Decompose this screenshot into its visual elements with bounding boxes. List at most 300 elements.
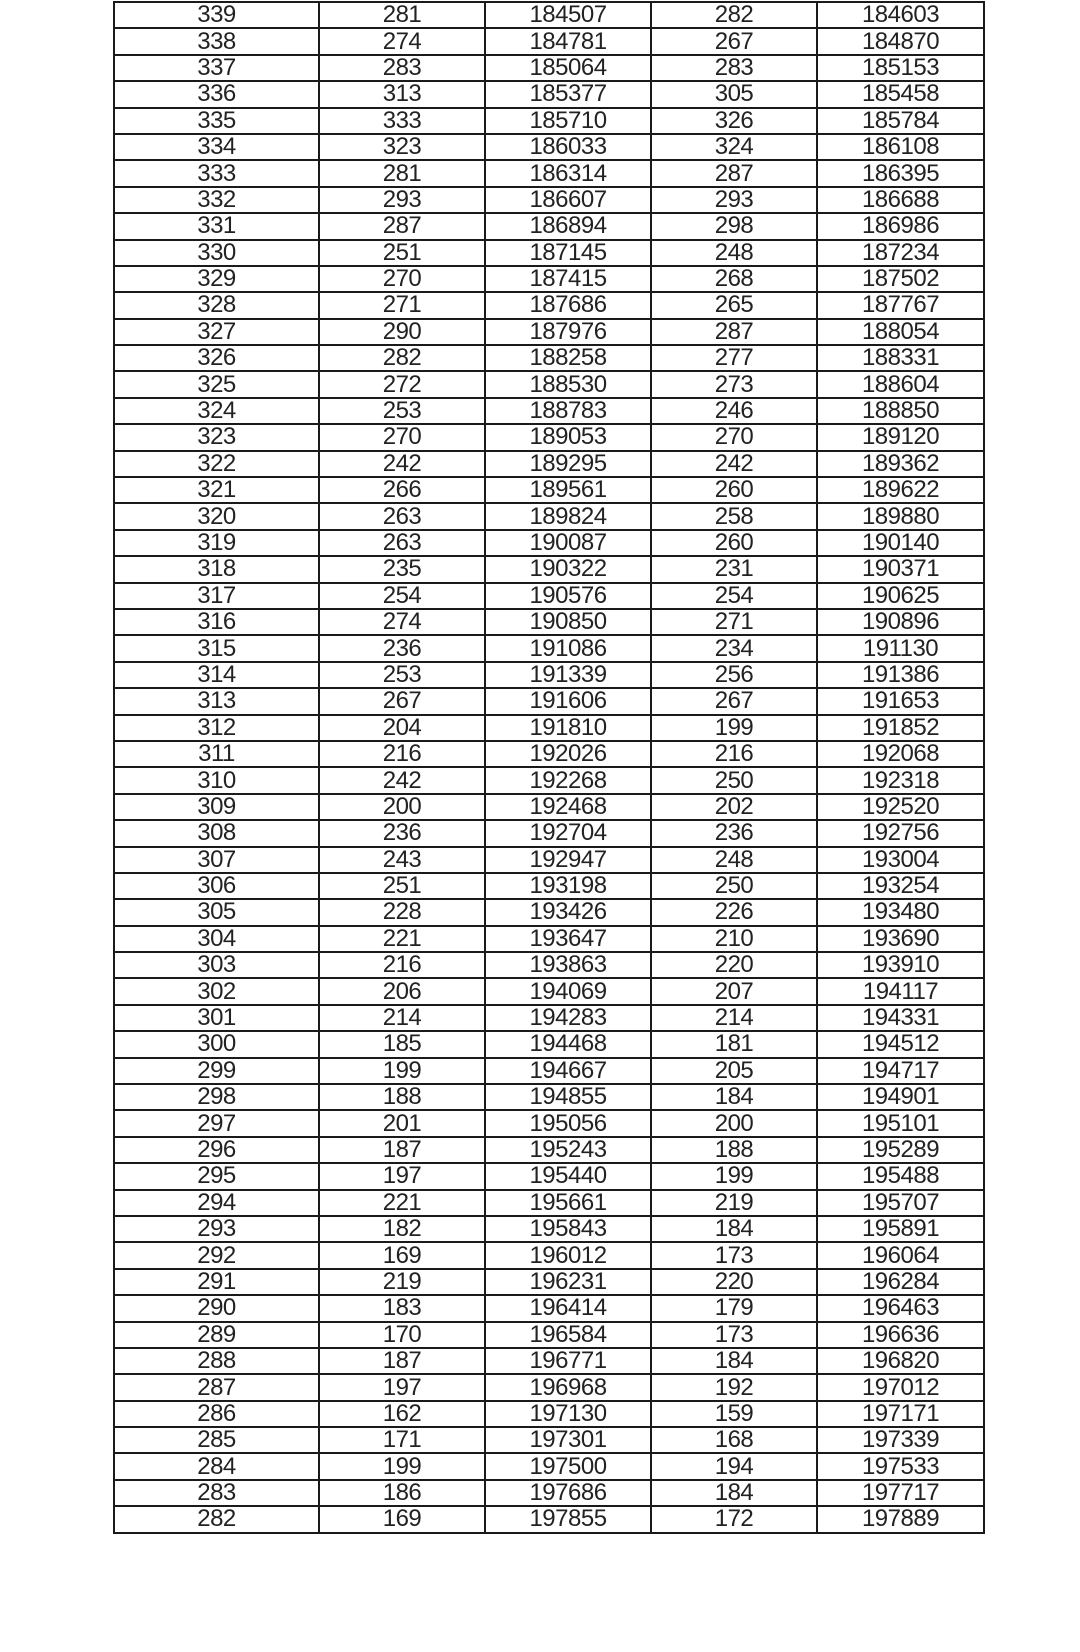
score-cell: 318 bbox=[114, 556, 319, 582]
cumulative-a-cell: 197855 bbox=[485, 1506, 651, 1532]
cumulative-b-cell: 189880 bbox=[817, 503, 984, 529]
count-a-cell: 263 bbox=[319, 503, 485, 529]
cumulative-b-cell: 185458 bbox=[817, 81, 984, 107]
table-row bbox=[114, 55, 984, 81]
cumulative-a-cell: 186607 bbox=[485, 187, 651, 213]
cumulative-b-cell: 197012 bbox=[817, 1374, 984, 1400]
score-table bbox=[113, 1, 985, 1534]
cumulative-b-cell: 190625 bbox=[817, 583, 984, 609]
table-row bbox=[114, 187, 984, 213]
score-cell: 289 bbox=[114, 1322, 319, 1348]
count-b-cell: 248 bbox=[651, 240, 817, 266]
cumulative-b-cell: 189120 bbox=[817, 424, 984, 450]
count-b-cell: 202 bbox=[651, 794, 817, 820]
cumulative-b-cell: 193004 bbox=[817, 847, 984, 873]
count-a-cell: 251 bbox=[319, 873, 485, 899]
table-row bbox=[114, 1322, 984, 1348]
count-a-cell: 283 bbox=[319, 55, 485, 81]
score-cell: 294 bbox=[114, 1190, 319, 1216]
score-cell: 338 bbox=[114, 28, 319, 54]
count-b-cell: 184 bbox=[651, 1480, 817, 1506]
score-cell: 284 bbox=[114, 1453, 319, 1479]
table-row bbox=[114, 1374, 984, 1400]
count-a-cell: 219 bbox=[319, 1269, 485, 1295]
cumulative-a-cell: 197301 bbox=[485, 1427, 651, 1453]
count-a-cell: 242 bbox=[319, 767, 485, 793]
table-row bbox=[114, 767, 984, 793]
count-a-cell: 221 bbox=[319, 1190, 485, 1216]
count-b-cell: 159 bbox=[651, 1401, 817, 1427]
table-row bbox=[114, 847, 984, 873]
table-row bbox=[114, 741, 984, 767]
cumulative-b-cell: 188331 bbox=[817, 345, 984, 371]
score-cell: 305 bbox=[114, 899, 319, 925]
table-row bbox=[114, 319, 984, 345]
table-row bbox=[114, 530, 984, 556]
count-b-cell: 260 bbox=[651, 530, 817, 556]
cumulative-a-cell: 196584 bbox=[485, 1322, 651, 1348]
count-b-cell: 287 bbox=[651, 160, 817, 186]
cumulative-b-cell: 187767 bbox=[817, 292, 984, 318]
table-row bbox=[114, 688, 984, 714]
score-cell: 299 bbox=[114, 1058, 319, 1084]
count-a-cell: 333 bbox=[319, 108, 485, 134]
cumulative-a-cell: 187145 bbox=[485, 240, 651, 266]
cumulative-a-cell: 191086 bbox=[485, 635, 651, 661]
count-a-cell: 243 bbox=[319, 847, 485, 873]
score-cell: 314 bbox=[114, 662, 319, 688]
count-a-cell: 170 bbox=[319, 1322, 485, 1348]
cumulative-a-cell: 191339 bbox=[485, 662, 651, 688]
table-row bbox=[114, 899, 984, 925]
table-row bbox=[114, 662, 984, 688]
cumulative-b-cell: 189362 bbox=[817, 451, 984, 477]
cumulative-a-cell: 189053 bbox=[485, 424, 651, 450]
cumulative-b-cell: 191130 bbox=[817, 635, 984, 661]
cumulative-b-cell: 194331 bbox=[817, 1005, 984, 1031]
score-cell: 301 bbox=[114, 1005, 319, 1031]
cumulative-a-cell: 192947 bbox=[485, 847, 651, 873]
cumulative-a-cell: 186894 bbox=[485, 213, 651, 239]
count-a-cell: 236 bbox=[319, 820, 485, 846]
cumulative-b-cell: 196064 bbox=[817, 1242, 984, 1268]
table-row bbox=[114, 1110, 984, 1136]
table-row bbox=[114, 715, 984, 741]
count-a-cell: 186 bbox=[319, 1480, 485, 1506]
table-row bbox=[114, 1427, 984, 1453]
cumulative-b-cell: 186986 bbox=[817, 213, 984, 239]
count-b-cell: 200 bbox=[651, 1110, 817, 1136]
score-cell: 339 bbox=[114, 2, 319, 28]
count-b-cell: 324 bbox=[651, 134, 817, 160]
cumulative-b-cell: 194117 bbox=[817, 978, 984, 1004]
score-cell: 297 bbox=[114, 1110, 319, 1136]
count-b-cell: 254 bbox=[651, 583, 817, 609]
count-b-cell: 172 bbox=[651, 1506, 817, 1532]
cumulative-a-cell: 195661 bbox=[485, 1190, 651, 1216]
count-b-cell: 234 bbox=[651, 635, 817, 661]
count-a-cell: 216 bbox=[319, 952, 485, 978]
table-row bbox=[114, 424, 984, 450]
count-b-cell: 236 bbox=[651, 820, 817, 846]
table-row bbox=[114, 108, 984, 134]
count-b-cell: 231 bbox=[651, 556, 817, 582]
score-cell: 304 bbox=[114, 926, 319, 952]
table-row bbox=[114, 81, 984, 107]
cumulative-b-cell: 193910 bbox=[817, 952, 984, 978]
count-a-cell: 169 bbox=[319, 1506, 485, 1532]
count-a-cell: 162 bbox=[319, 1401, 485, 1427]
score-cell: 327 bbox=[114, 319, 319, 345]
count-a-cell: 204 bbox=[319, 715, 485, 741]
score-cell: 306 bbox=[114, 873, 319, 899]
cumulative-a-cell: 192468 bbox=[485, 794, 651, 820]
cumulative-b-cell: 188604 bbox=[817, 371, 984, 397]
score-cell: 335 bbox=[114, 108, 319, 134]
count-b-cell: 214 bbox=[651, 1005, 817, 1031]
count-a-cell: 271 bbox=[319, 292, 485, 318]
cumulative-a-cell: 197500 bbox=[485, 1453, 651, 1479]
cumulative-b-cell: 187234 bbox=[817, 240, 984, 266]
table-row bbox=[114, 28, 984, 54]
table-row bbox=[114, 213, 984, 239]
table-row bbox=[114, 266, 984, 292]
table-row bbox=[114, 451, 984, 477]
cumulative-b-cell: 192520 bbox=[817, 794, 984, 820]
count-a-cell: 187 bbox=[319, 1137, 485, 1163]
cumulative-a-cell: 194283 bbox=[485, 1005, 651, 1031]
count-b-cell: 282 bbox=[651, 2, 817, 28]
score-cell: 310 bbox=[114, 767, 319, 793]
score-cell: 317 bbox=[114, 583, 319, 609]
count-a-cell: 197 bbox=[319, 1163, 485, 1189]
cumulative-a-cell: 184781 bbox=[485, 28, 651, 54]
count-a-cell: 251 bbox=[319, 240, 485, 266]
score-cell: 326 bbox=[114, 345, 319, 371]
count-b-cell: 192 bbox=[651, 1374, 817, 1400]
table-row bbox=[114, 952, 984, 978]
count-b-cell: 205 bbox=[651, 1058, 817, 1084]
cumulative-b-cell: 193254 bbox=[817, 873, 984, 899]
score-cell: 293 bbox=[114, 1216, 319, 1242]
count-a-cell: 197 bbox=[319, 1374, 485, 1400]
table-row bbox=[114, 2, 984, 28]
cumulative-b-cell: 191386 bbox=[817, 662, 984, 688]
count-a-cell: 281 bbox=[319, 2, 485, 28]
count-a-cell: 263 bbox=[319, 530, 485, 556]
count-b-cell: 268 bbox=[651, 266, 817, 292]
cumulative-b-cell: 186395 bbox=[817, 160, 984, 186]
table-row bbox=[114, 292, 984, 318]
count-a-cell: 323 bbox=[319, 134, 485, 160]
table-row bbox=[114, 583, 984, 609]
count-a-cell: 253 bbox=[319, 398, 485, 424]
cumulative-b-cell: 195101 bbox=[817, 1110, 984, 1136]
count-b-cell: 293 bbox=[651, 187, 817, 213]
count-a-cell: 206 bbox=[319, 978, 485, 1004]
count-a-cell: 281 bbox=[319, 160, 485, 186]
count-a-cell: 274 bbox=[319, 609, 485, 635]
cumulative-a-cell: 191810 bbox=[485, 715, 651, 741]
count-b-cell: 256 bbox=[651, 662, 817, 688]
cumulative-a-cell: 187976 bbox=[485, 319, 651, 345]
score-cell: 322 bbox=[114, 451, 319, 477]
count-b-cell: 270 bbox=[651, 424, 817, 450]
count-a-cell: 182 bbox=[319, 1216, 485, 1242]
score-cell: 312 bbox=[114, 715, 319, 741]
cumulative-b-cell: 191653 bbox=[817, 688, 984, 714]
score-cell: 331 bbox=[114, 213, 319, 239]
score-cell: 290 bbox=[114, 1295, 319, 1321]
cumulative-b-cell: 186108 bbox=[817, 134, 984, 160]
table-row bbox=[114, 345, 984, 371]
cumulative-a-cell: 191606 bbox=[485, 688, 651, 714]
cumulative-b-cell: 193480 bbox=[817, 899, 984, 925]
count-b-cell: 277 bbox=[651, 345, 817, 371]
score-cell: 300 bbox=[114, 1031, 319, 1057]
cumulative-a-cell: 196012 bbox=[485, 1242, 651, 1268]
cumulative-b-cell: 192318 bbox=[817, 767, 984, 793]
score-cell: 286 bbox=[114, 1401, 319, 1427]
cumulative-a-cell: 192704 bbox=[485, 820, 651, 846]
table-row bbox=[114, 240, 984, 266]
cumulative-a-cell: 194069 bbox=[485, 978, 651, 1004]
table-row bbox=[114, 1137, 984, 1163]
count-a-cell: 270 bbox=[319, 266, 485, 292]
cumulative-b-cell: 185784 bbox=[817, 108, 984, 134]
count-b-cell: 273 bbox=[651, 371, 817, 397]
cumulative-a-cell: 196231 bbox=[485, 1269, 651, 1295]
count-b-cell: 184 bbox=[651, 1084, 817, 1110]
count-a-cell: 187 bbox=[319, 1348, 485, 1374]
count-b-cell: 220 bbox=[651, 1269, 817, 1295]
table-row bbox=[114, 1190, 984, 1216]
cumulative-b-cell: 194901 bbox=[817, 1084, 984, 1110]
cumulative-a-cell: 195056 bbox=[485, 1110, 651, 1136]
table-row bbox=[114, 1005, 984, 1031]
cumulative-b-cell: 194512 bbox=[817, 1031, 984, 1057]
count-b-cell: 188 bbox=[651, 1137, 817, 1163]
cumulative-b-cell: 197339 bbox=[817, 1427, 984, 1453]
score-cell: 298 bbox=[114, 1084, 319, 1110]
count-b-cell: 179 bbox=[651, 1295, 817, 1321]
count-b-cell: 184 bbox=[651, 1216, 817, 1242]
cumulative-a-cell: 197130 bbox=[485, 1401, 651, 1427]
count-b-cell: 260 bbox=[651, 477, 817, 503]
table-row bbox=[114, 1348, 984, 1374]
count-a-cell: 200 bbox=[319, 794, 485, 820]
score-cell: 336 bbox=[114, 81, 319, 107]
cumulative-a-cell: 195843 bbox=[485, 1216, 651, 1242]
table-row bbox=[114, 134, 984, 160]
count-b-cell: 265 bbox=[651, 292, 817, 318]
cumulative-a-cell: 192026 bbox=[485, 741, 651, 767]
cumulative-b-cell: 192756 bbox=[817, 820, 984, 846]
cumulative-b-cell: 195488 bbox=[817, 1163, 984, 1189]
count-b-cell: 219 bbox=[651, 1190, 817, 1216]
table-row bbox=[114, 794, 984, 820]
cumulative-b-cell: 191852 bbox=[817, 715, 984, 741]
cumulative-b-cell: 196463 bbox=[817, 1295, 984, 1321]
table-row bbox=[114, 1216, 984, 1242]
count-b-cell: 267 bbox=[651, 688, 817, 714]
cumulative-b-cell: 192068 bbox=[817, 741, 984, 767]
score-cell: 337 bbox=[114, 55, 319, 81]
table-row bbox=[114, 926, 984, 952]
cumulative-b-cell: 196820 bbox=[817, 1348, 984, 1374]
score-cell: 283 bbox=[114, 1480, 319, 1506]
count-a-cell: 221 bbox=[319, 926, 485, 952]
count-a-cell: 272 bbox=[319, 371, 485, 397]
cumulative-a-cell: 196414 bbox=[485, 1295, 651, 1321]
count-b-cell: 305 bbox=[651, 81, 817, 107]
count-a-cell: 313 bbox=[319, 81, 485, 107]
score-cell: 309 bbox=[114, 794, 319, 820]
cumulative-b-cell: 190140 bbox=[817, 530, 984, 556]
table-row bbox=[114, 1269, 984, 1295]
table-row bbox=[114, 398, 984, 424]
count-b-cell: 168 bbox=[651, 1427, 817, 1453]
table-row bbox=[114, 1084, 984, 1110]
cumulative-b-cell: 187502 bbox=[817, 266, 984, 292]
count-b-cell: 216 bbox=[651, 741, 817, 767]
score-cell: 313 bbox=[114, 688, 319, 714]
count-b-cell: 199 bbox=[651, 1163, 817, 1189]
count-a-cell: 266 bbox=[319, 477, 485, 503]
count-a-cell: 214 bbox=[319, 1005, 485, 1031]
cumulative-b-cell: 194717 bbox=[817, 1058, 984, 1084]
cumulative-a-cell: 189824 bbox=[485, 503, 651, 529]
table-row bbox=[114, 820, 984, 846]
count-b-cell: 173 bbox=[651, 1242, 817, 1268]
table-row bbox=[114, 556, 984, 582]
score-cell: 323 bbox=[114, 424, 319, 450]
cumulative-b-cell: 186688 bbox=[817, 187, 984, 213]
score-cell: 282 bbox=[114, 1506, 319, 1532]
score-cell: 302 bbox=[114, 978, 319, 1004]
count-b-cell: 226 bbox=[651, 899, 817, 925]
score-cell: 319 bbox=[114, 530, 319, 556]
count-b-cell: 207 bbox=[651, 978, 817, 1004]
table-row bbox=[114, 1058, 984, 1084]
count-a-cell: 236 bbox=[319, 635, 485, 661]
cumulative-b-cell: 190371 bbox=[817, 556, 984, 582]
count-b-cell: 271 bbox=[651, 609, 817, 635]
count-a-cell: 188 bbox=[319, 1084, 485, 1110]
cumulative-b-cell: 184603 bbox=[817, 2, 984, 28]
score-cell: 325 bbox=[114, 371, 319, 397]
cumulative-a-cell: 196968 bbox=[485, 1374, 651, 1400]
count-b-cell: 246 bbox=[651, 398, 817, 424]
count-a-cell: 253 bbox=[319, 662, 485, 688]
table-row bbox=[114, 635, 984, 661]
count-b-cell: 250 bbox=[651, 767, 817, 793]
count-b-cell: 287 bbox=[651, 319, 817, 345]
score-cell: 285 bbox=[114, 1427, 319, 1453]
score-cell: 330 bbox=[114, 240, 319, 266]
table-row bbox=[114, 1163, 984, 1189]
cumulative-a-cell: 185710 bbox=[485, 108, 651, 134]
cumulative-a-cell: 185377 bbox=[485, 81, 651, 107]
count-b-cell: 242 bbox=[651, 451, 817, 477]
score-cell: 311 bbox=[114, 741, 319, 767]
cumulative-a-cell: 184507 bbox=[485, 2, 651, 28]
cumulative-b-cell: 195289 bbox=[817, 1137, 984, 1163]
cumulative-b-cell: 197533 bbox=[817, 1453, 984, 1479]
count-b-cell: 267 bbox=[651, 28, 817, 54]
count-b-cell: 298 bbox=[651, 213, 817, 239]
count-b-cell: 181 bbox=[651, 1031, 817, 1057]
score-cell: 288 bbox=[114, 1348, 319, 1374]
cumulative-a-cell: 194855 bbox=[485, 1084, 651, 1110]
count-a-cell: 169 bbox=[319, 1242, 485, 1268]
count-a-cell: 199 bbox=[319, 1453, 485, 1479]
score-cell: 329 bbox=[114, 266, 319, 292]
score-cell: 328 bbox=[114, 292, 319, 318]
cumulative-a-cell: 188530 bbox=[485, 371, 651, 397]
count-b-cell: 210 bbox=[651, 926, 817, 952]
cumulative-a-cell: 188783 bbox=[485, 398, 651, 424]
score-cell: 320 bbox=[114, 503, 319, 529]
table-row bbox=[114, 371, 984, 397]
cumulative-a-cell: 190576 bbox=[485, 583, 651, 609]
cumulative-b-cell: 197717 bbox=[817, 1480, 984, 1506]
cumulative-a-cell: 194468 bbox=[485, 1031, 651, 1057]
score-cell: 333 bbox=[114, 160, 319, 186]
table-row bbox=[114, 1295, 984, 1321]
count-b-cell: 250 bbox=[651, 873, 817, 899]
count-b-cell: 248 bbox=[651, 847, 817, 873]
count-a-cell: 235 bbox=[319, 556, 485, 582]
score-cell: 307 bbox=[114, 847, 319, 873]
cumulative-a-cell: 189561 bbox=[485, 477, 651, 503]
table-row bbox=[114, 978, 984, 1004]
table-row bbox=[114, 160, 984, 186]
count-a-cell: 228 bbox=[319, 899, 485, 925]
count-b-cell: 283 bbox=[651, 55, 817, 81]
cumulative-a-cell: 186033 bbox=[485, 134, 651, 160]
count-a-cell: 242 bbox=[319, 451, 485, 477]
score-cell: 295 bbox=[114, 1163, 319, 1189]
cumulative-a-cell: 197686 bbox=[485, 1480, 651, 1506]
table-row bbox=[114, 1506, 984, 1532]
cumulative-a-cell: 185064 bbox=[485, 55, 651, 81]
score-cell: 291 bbox=[114, 1269, 319, 1295]
cumulative-b-cell: 190896 bbox=[817, 609, 984, 635]
count-b-cell: 194 bbox=[651, 1453, 817, 1479]
count-a-cell: 183 bbox=[319, 1295, 485, 1321]
table-row bbox=[114, 1031, 984, 1057]
table-row bbox=[114, 1242, 984, 1268]
score-cell: 334 bbox=[114, 134, 319, 160]
count-b-cell: 326 bbox=[651, 108, 817, 134]
count-a-cell: 171 bbox=[319, 1427, 485, 1453]
cumulative-a-cell: 190087 bbox=[485, 530, 651, 556]
table-row bbox=[114, 1401, 984, 1427]
cumulative-a-cell: 190322 bbox=[485, 556, 651, 582]
score-cell: 308 bbox=[114, 820, 319, 846]
score-cell: 315 bbox=[114, 635, 319, 661]
cumulative-b-cell: 188850 bbox=[817, 398, 984, 424]
cumulative-b-cell: 184870 bbox=[817, 28, 984, 54]
cumulative-b-cell: 197171 bbox=[817, 1401, 984, 1427]
score-cell: 332 bbox=[114, 187, 319, 213]
count-a-cell: 216 bbox=[319, 741, 485, 767]
cumulative-a-cell: 187415 bbox=[485, 266, 651, 292]
count-a-cell: 282 bbox=[319, 345, 485, 371]
score-cell: 292 bbox=[114, 1242, 319, 1268]
table-row bbox=[114, 1453, 984, 1479]
